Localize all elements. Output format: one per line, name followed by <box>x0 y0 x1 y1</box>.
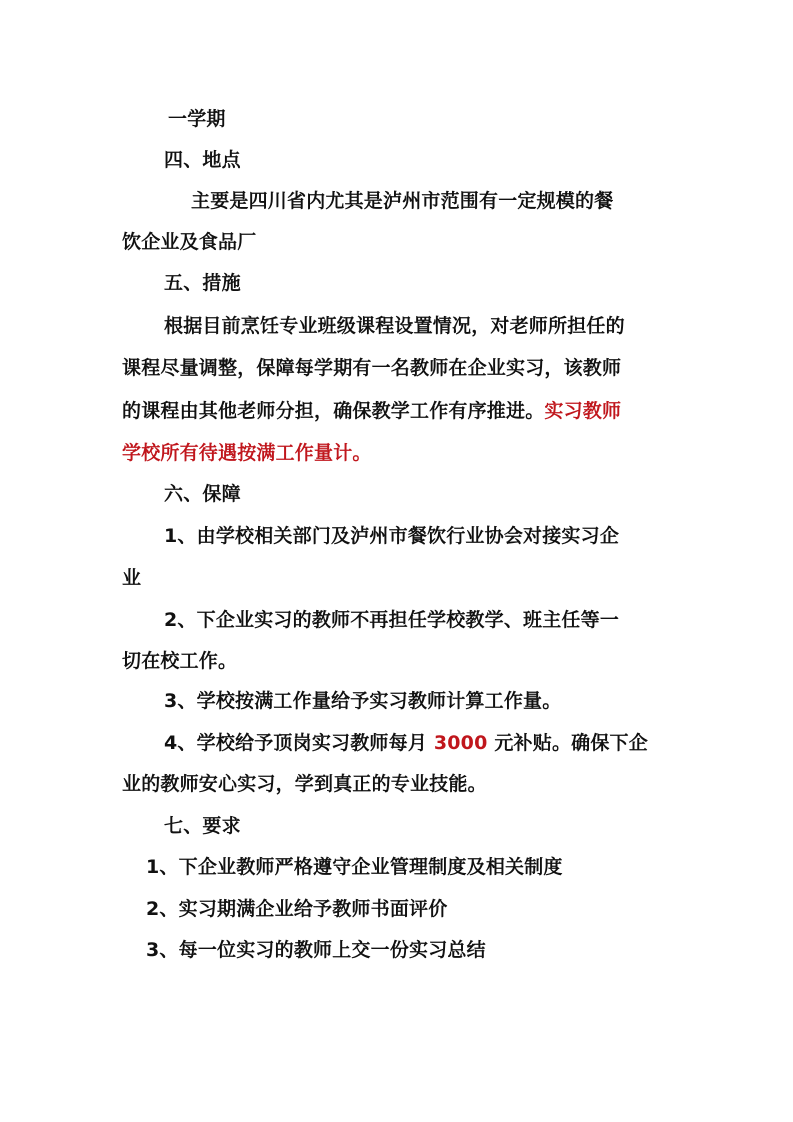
measures-text: 的课程由其他老师分担，确保教学工作有序推进。 <box>122 400 545 422</box>
section-heading-measures: 五、措施 <box>164 272 241 294</box>
guarantee-item-1-line-1: 1、由学校相关部门及泸州市餐饮行业协会对接实习企 <box>164 525 620 547</box>
requirement-item-1: 1、下企业教师严格遵守企业管理制度及相关制度 <box>146 856 563 878</box>
subsidy-text-pre: 4、学校给予顶岗实习教师每月 <box>164 732 434 754</box>
guarantee-item-4-line-1 <box>164 730 648 756</box>
requirement-item-3: 3、每一位实习的教师上交一份实习总结 <box>146 939 486 961</box>
measures-paragraph-line-3 <box>122 398 621 424</box>
section-heading-requirements: 七、要求 <box>164 815 241 837</box>
semester-line: 一学期 <box>168 108 226 130</box>
guarantee-item-3: 3、学校按满工作量给予实习教师计算工作量。 <box>164 690 562 712</box>
subsidy-text-post: 元补贴。确保下企 <box>487 732 648 754</box>
guarantee-item-4-line-2: 业的教师安心实习，学到真正的专业技能。 <box>122 773 487 795</box>
section-heading-location: 四、地点 <box>164 149 241 171</box>
measures-paragraph-line-1: 根据目前烹饪专业班级课程设置情况，对老师所担任的 <box>164 315 625 337</box>
guarantee-item-2-line-1: 2、下企业实习的教师不再担任学校教学、班主任等一 <box>164 609 620 631</box>
highlight-text: 实习教师 <box>544 400 622 422</box>
measures-paragraph-line-2: 课程尽量调整，保障每学期有一名教师在企业实习，该教师 <box>122 357 622 379</box>
section-heading-guarantee: 六、保障 <box>164 483 241 505</box>
subsidy-amount: 3000 <box>433 732 488 754</box>
guarantee-item-2-line-2: 切在校工作。 <box>122 650 238 672</box>
guarantee-item-1-line-2: 业 <box>122 567 142 589</box>
measures-paragraph-line-4-highlight: 学校所有待遇按满工作量计。 <box>122 442 372 464</box>
location-paragraph-line-1: 主要是四川省内尤其是泸州市范围有一定规模的餐 <box>191 190 614 212</box>
requirement-item-2: 2、实习期满企业给予教师书面评价 <box>146 898 448 920</box>
location-paragraph-line-2: 饮企业及食品厂 <box>122 231 257 253</box>
